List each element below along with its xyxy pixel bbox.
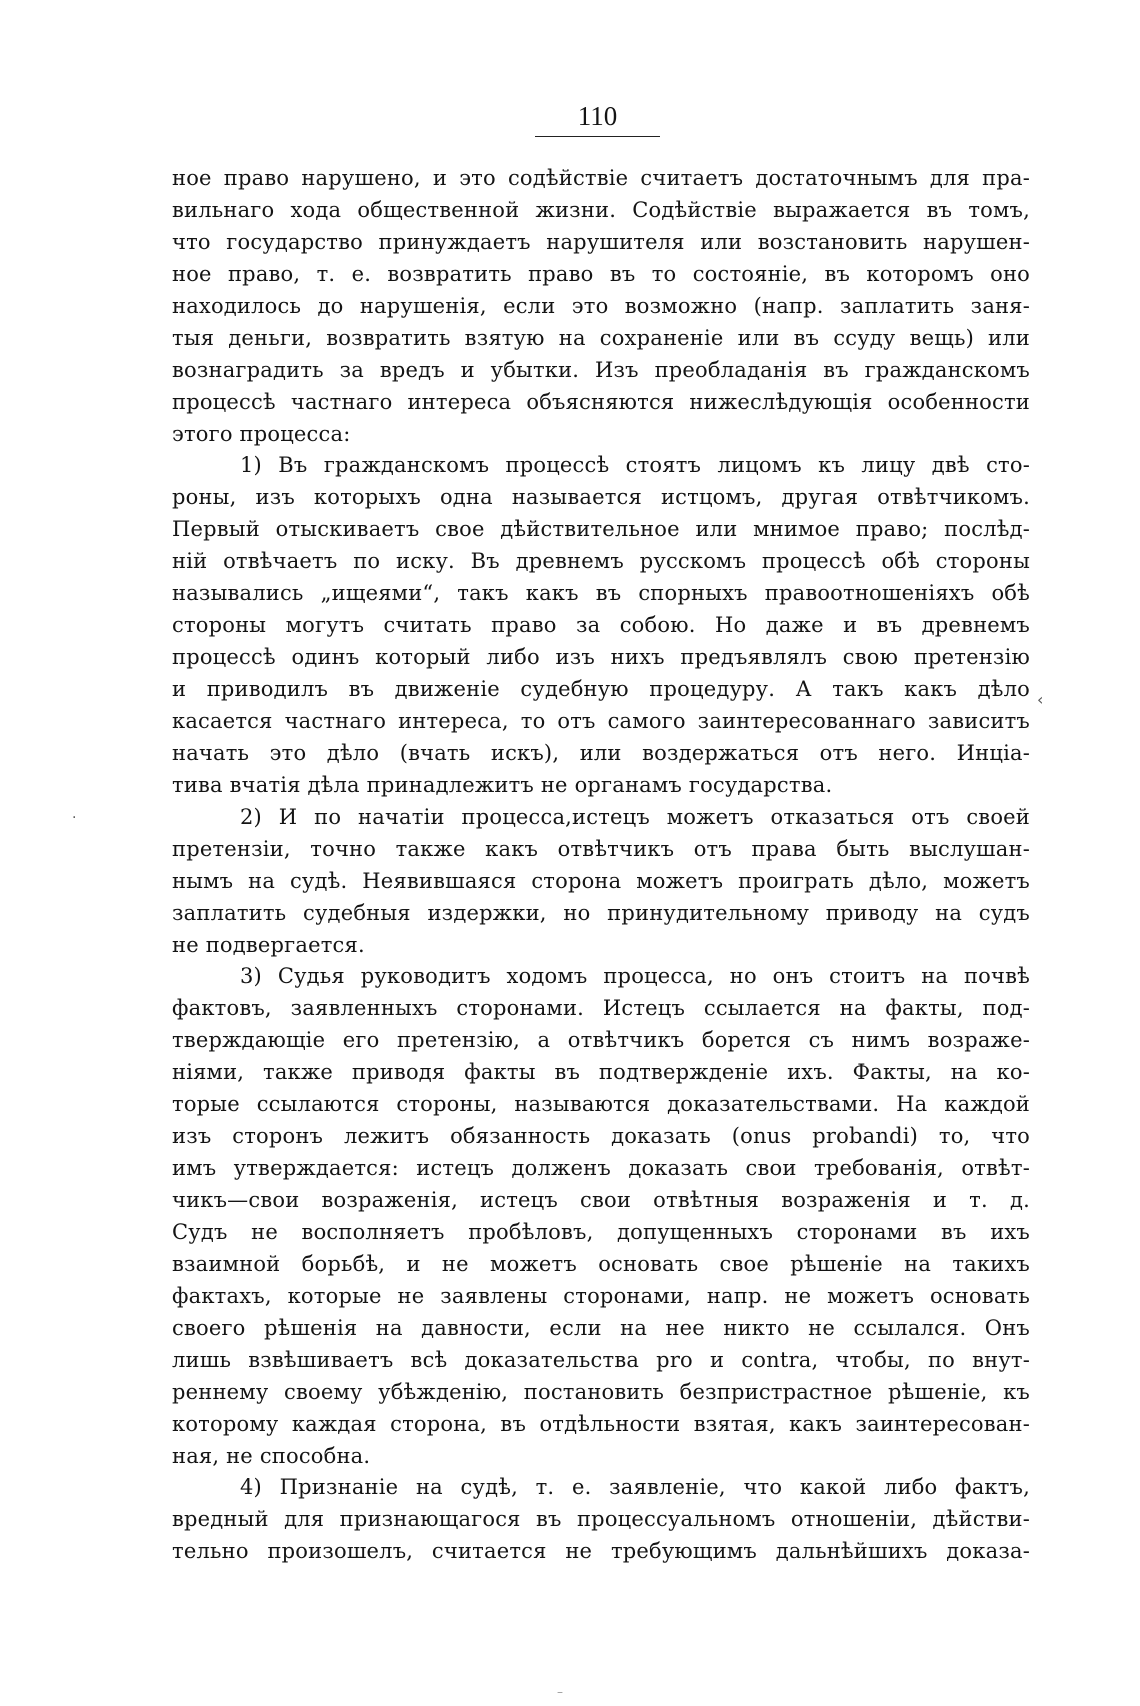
text-line: которому каждая сторона, въ отдѣльности взятая, какъ заинтересован- <box>172 1411 1030 1436</box>
page-number: 110 <box>577 101 618 131</box>
margin-mark-right: ‹ <box>1037 690 1044 709</box>
text-line: взаимной борьбѣ, и не можетъ основать свое рѣшеніе на такихъ <box>172 1251 1030 1276</box>
text-line: торые ссылаются стороны, называются доказательствами. На каждой <box>172 1092 1030 1117</box>
text-line: ній отвѣчаетъ по иску. Въ древнемъ русскомъ процессѣ обѣ стороны <box>172 549 1030 574</box>
text-line: изъ сторонъ лежитъ обязанность доказать (onus probandi) то, что <box>172 1124 1030 1149</box>
text-line: Первый отыскиваетъ свое дѣйствительное или мнимое право; послѣд- <box>172 517 1030 542</box>
paragraph-point-3 <box>172 961 1030 1472</box>
text-line: своего рѣшенія на давности, если на нее никто не ссылался. Онъ <box>172 1315 1030 1340</box>
text-line: процессѣ одинъ который либо изъ нихъ предъявлялъ свою претензію <box>172 645 1030 670</box>
text-line: вильнаго хода общественной жизни. Содѣйствіе выражается въ томъ, <box>172 197 1030 222</box>
text-line: фактахъ, которые не заявлены сторонами, напр. не можетъ основать <box>172 1283 1030 1308</box>
paragraph-point-4 <box>172 1472 1030 1568</box>
text-line: претензіи, точно также какъ отвѣтчикъ отъ права быть выслушан- <box>172 836 1030 861</box>
text-line: лишь взвѣшиваетъ всѣ доказательства pro и contra, чтобы, по внут- <box>172 1347 1030 1372</box>
text-line: ніями, также приводя факты въ подтвержденіе ихъ. Факты, на ко- <box>172 1060 1030 1085</box>
text-line: тельно произошелъ, считается не требующимъ дальнѣйшихъ доказа- <box>172 1539 1030 1564</box>
text-line: процессѣ частнаго интереса объясняются нижеслѣдующія особенности <box>172 389 1030 414</box>
text-line: 2) И по начатіи процесса,истецъ можетъ отказаться отъ своей <box>240 804 1030 829</box>
margin-mark-bottom: – <box>557 1685 563 1699</box>
text-line: находилось до нарушенія, если это возможно (напр. заплатить заня- <box>172 293 1030 318</box>
text-line: 1) Въ гражданскомъ процессѣ стоятъ лицомъ къ лицу двѣ сто- <box>240 453 1030 478</box>
text-line: назывались „ищеями“, такъ какъ въ спорныхъ правоотношеніяхъ обѣ <box>172 581 1030 606</box>
text-line: вознаградить за вредъ и убытки. Изъ преобладанія въ гражданскомъ <box>172 357 1030 382</box>
page-header <box>535 100 660 137</box>
text-line: тива вчатія дѣла принадлежитъ не органамъ государства. <box>172 772 833 797</box>
text-line: начать это дѣло (вчать искъ), или воздержаться отъ него. Инціа- <box>172 740 1030 765</box>
text-line: чикъ—свои возраженія, истецъ свои отвѣтныя возраженія и т. д. <box>172 1188 1030 1212</box>
text-line: что государство принуждаетъ нарушителя или возстановить нарушен- <box>172 229 1030 254</box>
text-line: тыя деньги, возвратить взятую на сохраненіе или въ ссуду вещь) или <box>172 325 1030 350</box>
text-line: ное право, т. е. возвратить право въ то состояніе, въ которомъ оно <box>172 261 1030 286</box>
text-line: тверждающіе его претензію, а отвѣтчикъ борется съ нимъ возраже- <box>172 1028 1030 1053</box>
header-rule <box>535 136 660 137</box>
paragraph-intro <box>172 163 1030 450</box>
body-text <box>172 163 1030 1568</box>
text-line: ное право нарушено, и это содѣйствіе считаетъ достаточнымъ для пра- <box>172 166 1030 190</box>
text-line: и приводилъ въ движеніе судебную процедуру. А такъ какъ дѣло <box>172 677 1030 701</box>
text-line: роны, изъ которыхъ одна называется истцомъ, другая отвѣтчикомъ. <box>172 485 1030 510</box>
text-line: вредный для признающагося въ процессуальномъ отношеніи, дѣйстви- <box>172 1507 1030 1532</box>
text-line: ная, не способна. <box>172 1443 371 1468</box>
text-line: Судъ не восполняетъ пробѣловъ, допущенныхъ сторонами въ ихъ <box>172 1219 1030 1244</box>
text-line: стороны могутъ считать право за собою. Но даже и въ древнемъ <box>172 613 1030 638</box>
text-line: фактовъ, заявленныхъ сторонами. Истецъ ссылается на факты, под- <box>172 996 1030 1021</box>
paragraph-point-1 <box>172 450 1030 801</box>
text-line: реннему своему убѣжденію, постановить безпристрастное рѣшеніе, къ <box>172 1379 1030 1404</box>
text-line: нымъ на судѣ. Неявившаяся сторона можетъ проиграть дѣло, можетъ <box>172 868 1030 893</box>
text-line: этого процесса: <box>172 421 351 446</box>
paragraph-point-2 <box>172 802 1030 962</box>
text-line: заплатить судебныя издержки, но принудительному приводу на судъ <box>172 900 1030 925</box>
margin-dot-left: · <box>72 810 77 826</box>
text-line: не подвергается. <box>172 932 365 957</box>
text-line: имъ утверждается: истецъ долженъ доказать свои требованія, отвѣт- <box>172 1156 1030 1181</box>
text-line: 4) Признаніе на судѣ, т. е. заявленіе, что какой либо фактъ, <box>240 1475 1030 1500</box>
text-line: касается частнаго интереса, то отъ самого заинтересованнаго зависитъ <box>172 708 1030 733</box>
text-line: 3) Судья руководитъ ходомъ процесса, но онъ стоитъ на почвѣ <box>240 964 1030 989</box>
